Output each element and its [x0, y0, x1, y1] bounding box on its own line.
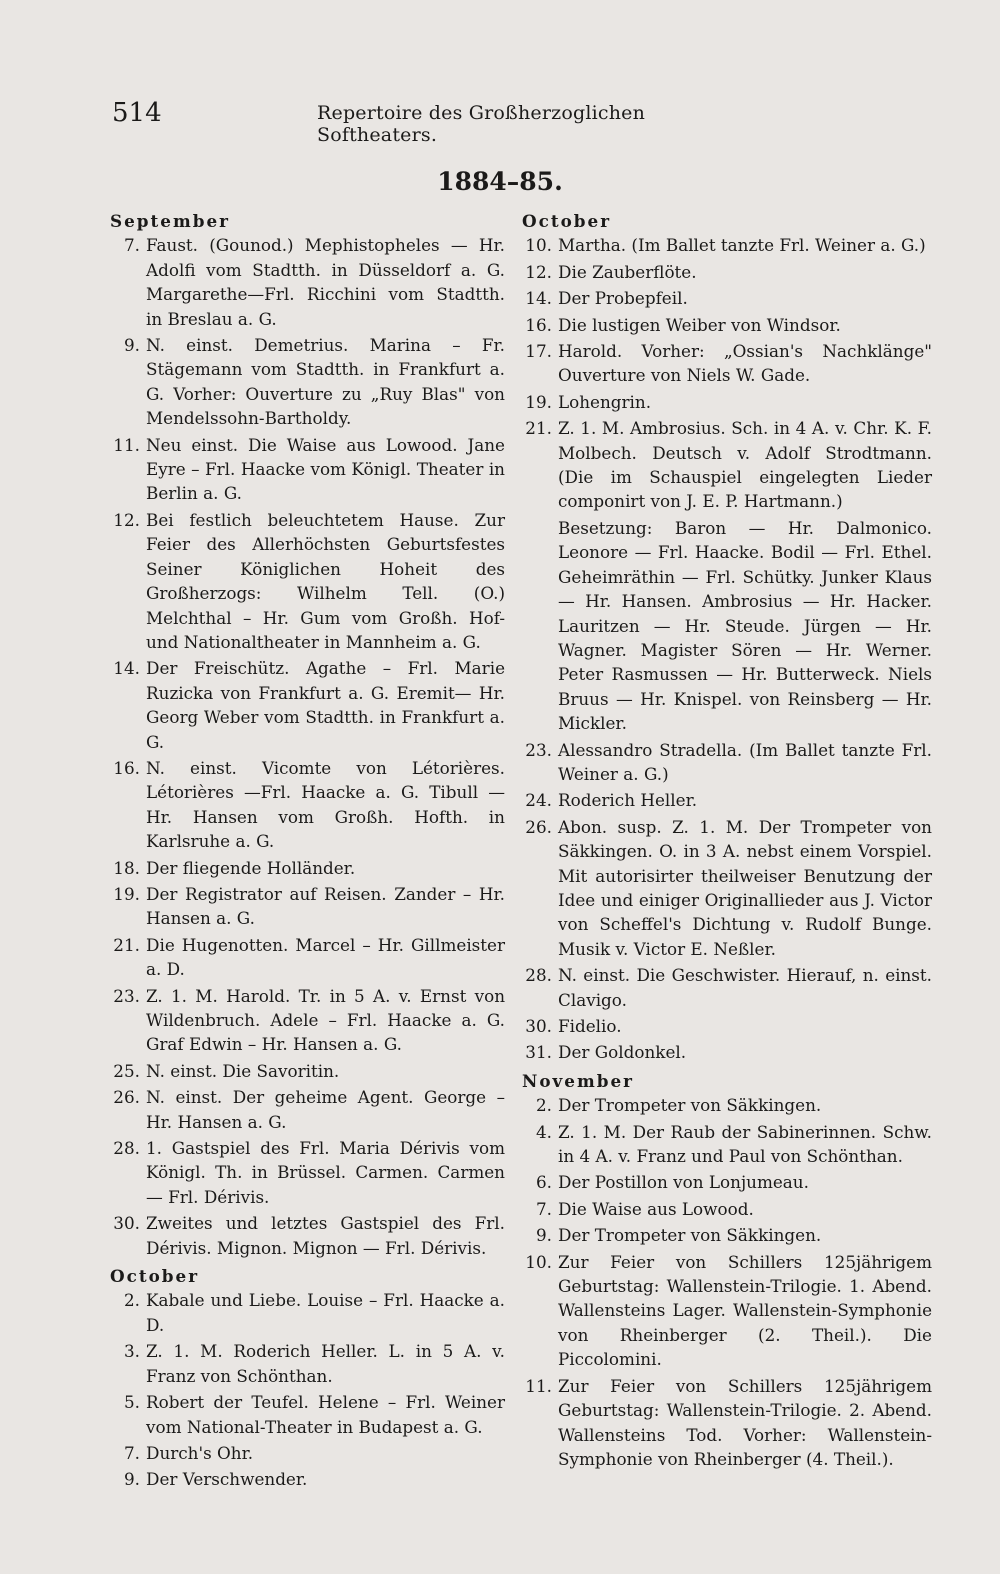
season-heading: 1884–85.: [437, 167, 563, 196]
repertoire-entry: [522, 1093, 932, 1117]
repertoire-entry: [110, 433, 505, 506]
repertoire-entry: [110, 1085, 505, 1134]
repertoire-entry: [522, 1197, 932, 1221]
running-title: Repertoire des Großherzoglichen Softheaters.: [317, 102, 646, 146]
repertoire-entry: [110, 1441, 505, 1465]
entry-text: N. einst. Die Geschwister. Hierauf, n. einst. Clavigo.: [558, 965, 932, 1010]
entry-date: 2.: [123, 1290, 140, 1311]
repertoire-entry: [522, 788, 932, 812]
entry-text: Martha. (Im Ballet tanzte Frl. Weiner a. G.): [558, 235, 926, 256]
entry-text: Zur Feier von Schillers 125jährigem Geburtstag: Wallenstein-Trilogie. 1. Abend. Wallensteins Lager. Wallenstein-Symphonie von Rheinberger (2. Theil.). Die Piccolomini.: [558, 1251, 932, 1370]
repertoire-entry: [110, 1339, 505, 1388]
repertoire-entry: [110, 856, 505, 880]
repertoire-entry: [110, 933, 505, 982]
entry-text: Besetzung: Baron — Hr. Dalmonico. Leonore — Frl. Haacke. Bodil — Frl. Ethel. Geheimräthin — Frl. Schütky. Junker Klaus — Hr. Hansen. Ambrosius — Hr. Hacker. Lauritzen — Hr. Steude. Jürgen — Hr. Wagner. Magister Sören — Hr. Werner. Peter Rasmussen — Hr. Butterweck. Niels Bruus — Hr. Knispel. von Reinsberg — Hr. Mickler.: [558, 517, 932, 734]
entry-text: Zur Feier von Schillers 125jährigem Geburtstag: Wallenstein-Trilogie. 2. Abend. Wallensteins Tod. Vorher: Wallenstein-Symphonie von Rheinberger (4. Theil.).: [558, 1375, 932, 1469]
entry-text: N. einst. Vicomte von Létorières. Létorières —Frl. Haacke a. G. Tibull — Hr. Hansen vom Großh. Hofth. in Karlsruhe a. G.: [146, 757, 505, 852]
entry-date: 11.: [525, 1375, 552, 1396]
repertoire-entry: [522, 1374, 932, 1472]
entry-date: 21.: [525, 418, 552, 439]
entry-date: 10.: [525, 1251, 552, 1272]
entry-date: 11.: [113, 434, 140, 455]
repertoire-entry: [110, 1136, 505, 1209]
repertoire-entry: [110, 882, 505, 931]
entry-date: 4.: [535, 1121, 552, 1142]
entry-text: Durch's Ohr.: [146, 1442, 254, 1463]
entry-date: 26.: [113, 1087, 140, 1108]
entry-date: 7.: [535, 1198, 552, 1219]
entry-date: 31.: [525, 1042, 552, 1063]
entry-date: 7.: [123, 235, 140, 256]
entry-text: Die Zauberflöte.: [558, 261, 697, 282]
entry-date: 28.: [525, 965, 552, 986]
entry-text: Der Trompeter von Säkkingen.: [558, 1095, 822, 1116]
entry-date: 18.: [113, 857, 140, 878]
repertoire-entry: [110, 1390, 505, 1439]
entry-date: 12.: [113, 509, 140, 530]
entry-text: Die Waise aus Lowood.: [558, 1198, 754, 1219]
entry-text: Robert der Teufel. Helene – Frl. Weiner vom National-Theater in Budapest a. G.: [146, 1392, 505, 1437]
entry-date: 26.: [525, 816, 552, 837]
repertoire-entry: [522, 963, 932, 1012]
entry-date: 21.: [113, 934, 140, 955]
entry-text: Neu einst. Die Waise aus Lowood. Jane Eyre – Frl. Haacke vom Königl. Theater in Berlin a. G.: [146, 434, 505, 504]
repertoire-entry: [110, 1288, 505, 1337]
entry-text: Harold. Vorher: „Ossian's Nachklänge" Ouverture von Niels W. Gade.: [558, 341, 932, 386]
repertoire-entry: [522, 516, 932, 736]
entry-date: 12.: [525, 261, 552, 282]
repertoire-entry: [522, 313, 932, 337]
entry-date: 6.: [535, 1172, 552, 1193]
entry-date: 14.: [525, 288, 552, 309]
entry-date: 9.: [535, 1225, 552, 1246]
repertoire-entry: [522, 1223, 932, 1247]
entry-text: Z. 1. M. Harold. Tr. in 5 A. v. Ernst von Wildenbruch. Adele – Frl. Haacke a. G. Graf Edwin – Hr. Hansen a. G.: [146, 985, 505, 1055]
repertoire-entry: [110, 1467, 505, 1491]
repertoire-entry: [522, 1014, 932, 1038]
entry-date: 25.: [113, 1060, 140, 1081]
month-heading: September: [110, 211, 230, 231]
entry-date: [522, 516, 558, 736]
entry-date: 3.: [123, 1341, 140, 1362]
entry-date: 30.: [113, 1213, 140, 1234]
entry-date: 23.: [525, 739, 552, 760]
entry-date: 19.: [525, 391, 552, 412]
repertoire-entry: [522, 738, 932, 787]
repertoire-entry: [522, 1250, 932, 1372]
entry-date: 14.: [113, 658, 140, 679]
entry-text: Bei festlich beleuchtetem Hause. Zur Feier des Allerhöchsten Geburtsfestes Seiner Königlichen Hoheit des Großherzogs: Wilhelm Tell. (O.) Melchthal – Hr. Gum vom Großh. Hof- und Nationaltheater in Mannheim a. G.: [146, 509, 505, 652]
left-column: [110, 205, 505, 1494]
repertoire-entry: [110, 233, 505, 331]
entry-text: Die lustigen Weiber von Windsor.: [558, 314, 841, 335]
entry-text: N. einst. Die Savoritin.: [146, 1060, 340, 1081]
repertoire-entry: [522, 1120, 932, 1169]
entry-date: 16.: [113, 757, 140, 778]
entry-date: 9.: [123, 1469, 140, 1490]
repertoire-entry: [110, 756, 505, 854]
page-header: [112, 98, 732, 146]
entry-text: Der fliegende Holländer.: [146, 857, 356, 878]
entry-text: Der Trompeter von Säkkingen.: [558, 1225, 822, 1246]
entry-date: 28.: [113, 1138, 140, 1159]
entry-date: 30.: [525, 1016, 552, 1036]
month-heading: November: [522, 1070, 634, 1091]
repertoire-entry: [110, 1059, 505, 1083]
entry-date: 23.: [113, 985, 140, 1006]
entry-text: Lohengrin.: [558, 391, 652, 412]
entry-date: 19.: [113, 883, 140, 904]
repertoire-entry: [522, 1170, 932, 1194]
entry-text: Der Freischütz. Agathe – Frl. Marie Ruzicka von Frankfurt a. G. Eremit— Hr. Georg Weber vom Stadtth. in Frankfurt a. G.: [146, 658, 505, 752]
entry-text: Kabale und Liebe. Louise – Frl. Haacke a. D.: [146, 1290, 505, 1335]
repertoire-entry: [522, 416, 932, 514]
entry-text: Roderich Heller.: [558, 790, 698, 811]
entry-text: N. einst. Der geheime Agent. George – Hr. Hansen a. G.: [146, 1087, 505, 1132]
entry-date: 24.: [525, 790, 552, 811]
repertoire-entry: [110, 333, 505, 431]
entry-date: 17.: [525, 341, 552, 362]
entry-text: Der Postillon von Lonjumeau.: [558, 1172, 809, 1193]
entry-text: Alessandro Stradella. (Im Ballet tanzte Frl. Weiner a. G.): [558, 739, 932, 784]
entry-text: Der Verschwender.: [146, 1469, 308, 1490]
entry-text: Z. 1. M. Ambrosius. Sch. in 4 A. v. Chr. K. F. Molbech. Deutsch v. Adolf Strodtmann. (Die im Schauspiel eingelegten Lieder componirt von J. E. P. Hartmann.): [558, 418, 932, 512]
repertoire-entry: [522, 339, 932, 388]
repertoire-entry: [110, 984, 505, 1057]
entry-text: Abon. susp. Z. 1. M. Der Trompeter von Säkkingen. O. in 3 A. nebst einem Vorspiel. Mit autorisirter theilweiser Benutzung der Idee und einiger Originallieder aus J. Victor von Scheffel's Dichtung v. Rudolf Bunge. Musik v. Victor E. Neßler.: [558, 816, 932, 959]
repertoire-entry: [522, 286, 932, 310]
repertoire-entry: [522, 390, 932, 414]
repertoire-entry: [110, 656, 505, 754]
entry-text: Der Goldonkel.: [558, 1042, 687, 1063]
repertoire-entry: [522, 233, 932, 257]
page-number: 514: [112, 98, 162, 128]
entry-date: 2.: [535, 1095, 552, 1116]
entry-text: 1. Gastspiel des Frl. Maria Dérivis vom Königl. Th. in Brüssel. Carmen. Carmen — Frl. Dérivis.: [146, 1138, 505, 1207]
entry-text: N. einst. Demetrius. Marina – Fr. Stägemann vom Stadtth. in Frankfurt a. G. Vorher: Ouverture zu „Ruy Blas" von Mendelssohn-Bartholdy.: [146, 335, 505, 429]
entry-text: Z. 1. M. Der Raub der Sabinerinnen. Schw. in 4 A. v. Franz und Paul von Schönthan.: [558, 1121, 932, 1167]
month-heading: October: [522, 211, 612, 231]
entry-text: Fidelio.: [558, 1016, 622, 1036]
repertoire-entry: [110, 508, 505, 654]
repertoire-entry: [522, 260, 932, 284]
entry-text: Z. 1. M. Roderich Heller. L. in 5 A. v. Franz von Schönthan.: [146, 1341, 505, 1386]
month-heading: October: [110, 1266, 200, 1287]
entry-date: 5.: [123, 1392, 140, 1413]
entry-date: 16.: [525, 314, 552, 335]
right-column: [522, 205, 932, 1473]
entry-date: 7.: [123, 1442, 140, 1463]
entry-text: Faust. (Gounod.) Mephistopheles — Hr. Adolfi vom Stadtth. in Düsseldorf a. G. Margarethe—Frl. Ricchini vom Stadtth. in Breslau a. G.: [146, 235, 505, 329]
entry-date: 10.: [525, 235, 552, 256]
entry-text: Zweites und letztes Gastspiel des Frl. Dérivis. Mignon. Mignon — Frl. Dérivis.: [146, 1213, 505, 1258]
entry-text: Die Hugenotten. Marcel – Hr. Gillmeister a. D.: [146, 934, 505, 980]
repertoire-entry: [522, 815, 932, 961]
entry-text: Der Registrator auf Reisen. Zander – Hr. Hansen a. G.: [146, 883, 505, 929]
entry-date: 9.: [123, 335, 140, 356]
repertoire-entry: [110, 1211, 505, 1260]
repertoire-entry: [522, 1040, 932, 1064]
entry-text: Der Probepfeil.: [558, 288, 688, 309]
